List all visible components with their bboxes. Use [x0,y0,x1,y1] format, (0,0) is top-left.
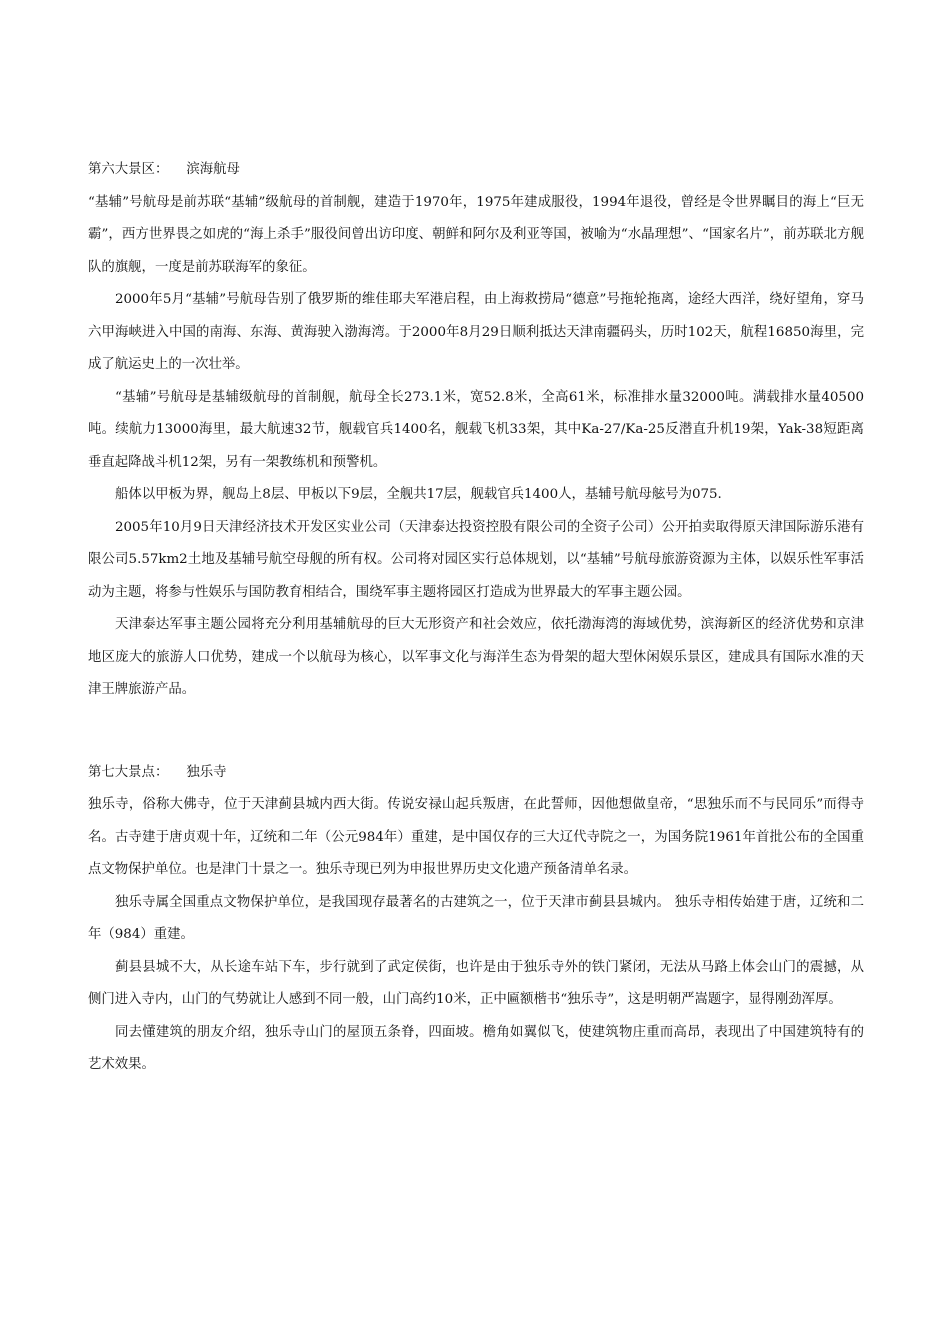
section-7-paragraph-2: 独乐寺属全国重点文物保护单位，是我国现存最著名的古建筑之一，位于天津市蓟县县城内。 独乐寺相传始建于唐，辽统和二年（984）重建。 [88,894,864,942]
section-7-paragraph-3: 蓟县县城不大，从长途车站下车，步行就到了武定侯街，也许是由于独乐寺外的铁门紧闭，无法从马路上体会山门的震撼，从侧门进入寺内，山门的气势就让人感到不同一般，山门高约10米，正中匾额楷书“独乐寺”，这是明朝严嵩题字，显得刚劲浑厚。 [88,959,864,1007]
section-6-heading [88,154,864,187]
section-6-paragraph-3: “基辅”号航母是基辅级航母的首制舰，航母全长273.1米，宽52.8米，全高61米，标准排水量32000吨。满载排水量40500吨。续航力13000海里，最大航速32节，舰载官兵1400名，舰载飞机33架，其中Ka-27/Ka-25反潜直升机19架，Yak-38短距离垂直起降战斗机12架，另有一架教练机和预警机。 [88,389,864,470]
section-7-label: 第七大景点： [88,764,169,780]
section-6-paragraph-2: 2000年5月“基辅”号航母告别了俄罗斯的维佳耶夫军港启程，由上海救捞局“德意”号拖轮拖离，途经大西洋，绕好望角，穿马六甲海峡进入中国的南海、东海、黄海驶入渤海湾。于2000年8月29日顺利抵达天津南疆码头，历时102天，航程16850海里，完成了航运史上的一次壮举。 [88,292,864,372]
section-6-title: 滨海航母 [186,162,240,177]
section-6-paragraph-1: “基辅”号航母是前苏联“基辅”级航母的首制舰，建造于1970年，1975年建成服役，1994年退役，曾经是令世界瞩目的海上“巨无霸”，西方世界畏之如虎的“海上杀手”服役间曾出访印度、朝鲜和阿尔及利亚等国，被喻为“水晶理想”、“国家名片”，前苏联北方舰队的旗舰，一度是前苏联海军的象征。 [88,194,864,275]
section-spacer [88,707,864,757]
section-7-heading [88,757,864,790]
section-7-title: 独乐寺 [186,764,227,780]
section-6-paragraph-6: 天津泰达军事主题公园将充分利用基辅航母的巨大无形资产和社会效应，依托渤海湾的海域优势，滨海新区的经济优势和京津地区庞大的旅游人口优势，建成一个以航母为核心，以军事文化与海洋生态为骨架的超大型休闲娱乐景区，建成具有国际水准的天津王牌旅游产品。 [88,617,864,697]
section-6-paragraph-4: 船体以甲板为界，舰岛上8层、甲板以下9层，全舰共17层，舰载官兵1400人，基辅号航母舷号为075. [115,487,722,502]
section-6-paragraph-5: 2005年10月9日天津经济技术开发区实业公司（天津泰达投资控股有限公司的全资子公司）公开拍卖取得原天津国际游乐港有限公司5.57km2土地及基辅号航空母舰的所有权。公司将对园区实行总体规划，以“基辅”号航母旅游资源为主体，以娱乐性军事活动为主题，将参与性娱乐与国防教育相结合，围绕军事主题将园区打造成为世界最大的军事主题公园。 [88,519,864,600]
section-7-paragraph-4: 同去懂建筑的朋友介绍，独乐寺山门的屋顶五条脊，四面坡。檐角如翼似飞，使建筑物庄重而高昂，表现出了中国建筑特有的艺术效果。 [88,1024,864,1072]
section-6-label: 第六大景区： [88,162,169,177]
document-body [88,154,864,1082]
section-7-paragraph-1: 独乐寺，俗称大佛寺，位于天津蓟县城内西大街。传说安禄山起兵叛唐，在此誓师，因他想做皇帝，“思独乐而不与民同乐”而得寺名。古寺建于唐贞观十年，辽统和二年（公元984年）重建，是中国仅存的三大辽代寺院之一，为国务院1961年首批公布的全国重点文物保护单位。也是津门十景之一。独乐寺现已列为申报世界历史文化遗产预备清单名录。 [88,797,864,877]
